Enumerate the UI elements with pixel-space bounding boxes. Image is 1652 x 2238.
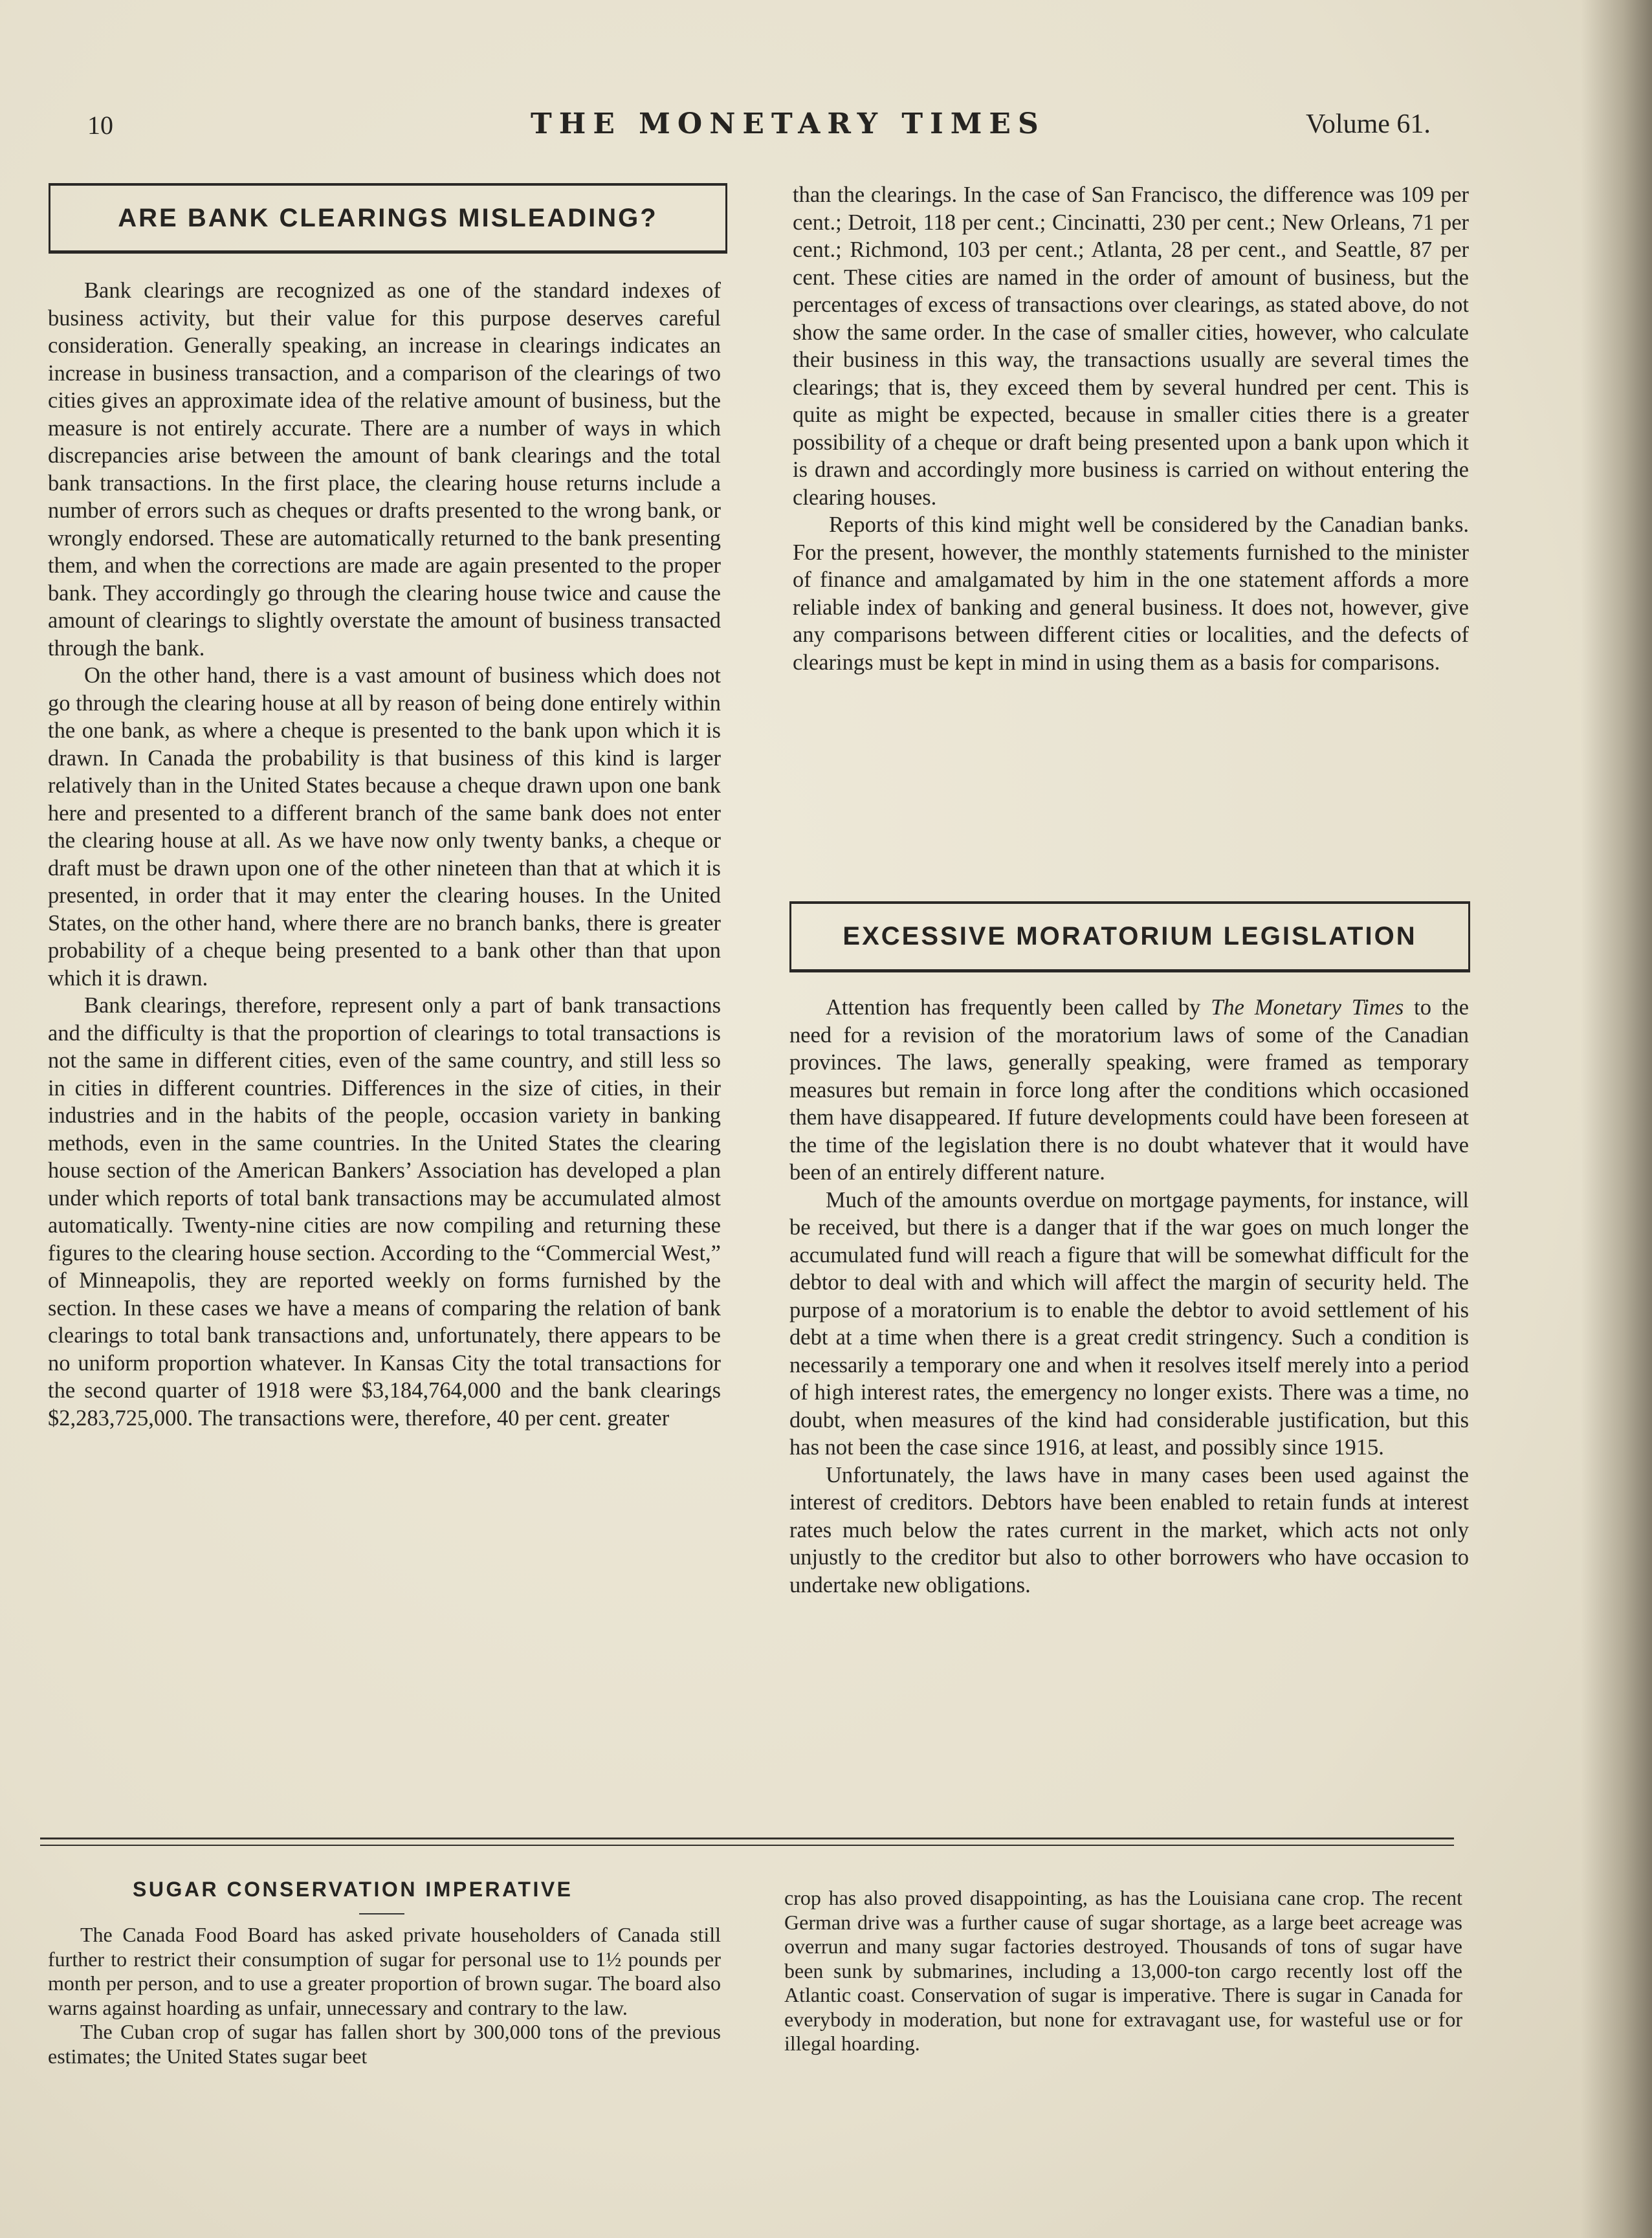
section-divider-rule-top [40,1838,1454,1839]
volume-label: Volume 61. [1306,109,1431,139]
article-column-bank-clearings-2 [793,181,1469,676]
article-heading-box-bank-clearings [49,183,727,254]
paragraph: crop has also proved disappointing, as has the Louisiana cane crop. The recent German drive was a further cause of sugar shortage, as a large beet acreage was overrun and many sugar factories destroyed. Thousands of tons of sugar have been sunk by submarines, including a 13,000-ton cargo recently lost off the Atlantic coast. Conservation of sugar is imperative. There is sugar in Canada for everybody in moderation, but none for extravagant use, for wasteful use or for illegal hoarding. [784,1886,1462,2055]
page-header [0,104,1652,149]
article-heading-box-moratorium [789,901,1470,972]
journal-title: THE MONETARY TIMES [531,107,1046,140]
paragraph: The Canada Food Board has asked private householders of Canada still further to restrict their consumption of sugar for personal use to 1½ pounds per month per person, and to use a greater proportion of brown sugar. The board also warns against hoarding as unfair, unnecessary and contrary to the law. [48,1923,721,2019]
paragraph-rest: to the need for a revision of the moratorium laws of some of the Canadian provinces. The laws, generally speaking, were framed as temporary measures but remain in force long after the conditions which occasioned them have disappeared. If future developments could have been foreseen at the time of the legislation there is no doubt whatever that it would have been of an entirely different nature. [789,995,1469,1185]
page-edge-shadow [1581,0,1652,2238]
paragraph: Reports of this kind might well be considered by the Canadian banks. For the present, however, the monthly statements furnished to the minister of finance and amalgamated by him in the one statement affords a more reliable index of banking and general business. It does not, however, give any comparisons between different cities or localities, and the defects of clearings must be kept in mind in using them as a basis for comparisons. [793,512,1469,675]
article-heading-moratorium: EXCESSIVE MORATORIUM LEGISLATION [843,922,1417,950]
article-column-bank-clearings-1 [48,277,721,1432]
paragraph: On the other hand, there is a vast amount of business which does not go through the clearing house at all by reason of being done entirely within the one bank, as where a cheque is presented to the bank upon which it is drawn. In Canada the probability is that business of this kind is larger relatively than in the United States because a cheque drawn upon one bank here and presented to a different branch of the same bank does not enter the clearing house at all. As we have now only twenty banks, a cheque or draft must be drawn upon one of the other nineteen than that at which it is presented, in order that it may enter the clearing houses. In the United States, on the other hand, where there are no branch banks, there is greater probability of a cheque being presented to a bank other than that upon which it is drawn. [48,663,721,991]
article-heading-bank-clearings: ARE BANK CLEARINGS MISLEADING? [118,203,658,232]
paragraph [789,994,1469,1187]
paragraph: Much of the amounts overdue on mortgage payments, for instance, will be received, but there is a danger that if the war goes on much longer the accumulated fund will reach a figure that will be somewhat difficult for the debtor to deal with and which will affect the margin of security held. The purpose of a moratorium is to enable the debtor to avoid settlement of his debt at a time when there is a great credit stringency. Such a condition is necessarily a temporary one and when it resolves itself merely into a period of high interest rates, the emergency no longer exists. There was a time, no doubt, when measures of the kind had considerable justification, but this has not been the case since 1916, at least, and possibly since 1915. [789,1187,1469,1460]
page-number: 10 [87,111,113,140]
article-column-moratorium [789,994,1469,1599]
section-divider-rule-bottom [40,1845,1454,1846]
journal-name-italic: The Monetary Times [1211,995,1404,1020]
heading-divider [359,1913,404,1914]
paragraph: Bank clearings are recognized as one of the standard indexes of business activity, but their value for this purpose deserves careful consideration. Generally speaking, an increase in clearings indicates an increase in business transaction, and a comparison of the clearings of two cities gives an approximate idea of the relative amount of business, but the measure is not entirely accurate. There are a number of ways in which discrepancies arise between the amount of bank clearings and the total bank transactions. In the first place, the clearing house returns include a number of errors such as cheques or drafts presented to the wrong bank, or wrongly endorsed. These are automatically returned to the bank presenting them, and when the corrections are made are again presented to the proper bank. They accordingly go through the clearing house twice and cause the amount of clearings to slightly overstate the amount of business transacted through the bank. [48,278,721,661]
paragraph: than the clearings. In the case of San Francisco, the difference was 109 per cent.; Detroit, 118 per cent.; Cincinatti, 230 per cent.; New Orleans, 71 per cent.; Richmond, 103 per cent.; Atlanta, 28 per cent., and Seattle, 87 per cent. These cities are named in the order of amount of business, but the percentages of excess of transactions over clearings, as stated above, do not show the same order. In the case of smaller cities, however, who calculate their business in this way, the transactions usually are several times the clearings; that is, they exceed them by several hundred per cent. This is quite as might be expected, because in smaller cities there is a greater possibility of a cheque or draft being presented upon a bank upon which it is drawn and accordingly more business is carried on without entering the clearing houses. [793,182,1469,510]
article-heading-sugar: SUGAR CONSERVATION IMPERATIVE [133,1878,573,1901]
paragraph: Bank clearings, therefore, represent only a part of bank transactions and the difficulty is that the proportion of clearings to total transactions is not the same in different cities, even of the same country, and still less so in cities in different countries. Differences in the size of cities, in their industries and in the habits of the people, occasion variety in banking methods, even in the same countries. In the United States the clearing house section of the American Bankers’ Association has developed a plan under which reports of total bank transactions may be accumulated almost automatically. Twenty-nine cities are now compiling and returning these figures to the clearing house section. According to the “Commercial West,” of Minneapolis, they are reported weekly on forms furnished by the section. In these cases we have a means of comparing the relation of bank clearings to total bank transactions and, unfortunately, there appears to be no uniform proportion whatever. In Kansas City the total transactions for the second quarter of 1918 were $3,184,764,000 and the bank clearings $2,283,725,000. The transactions were, therefore, 40 per cent. greater [48,993,721,1431]
paragraph: The Cuban crop of sugar has fallen short by 300,000 tons of the previous estimates; the United States sugar beet [48,2020,721,2068]
article-column-sugar-2 [784,1886,1462,2056]
paragraph-lead: Attention has frequently been called by [826,995,1211,1020]
article-column-sugar-1 [48,1923,721,2068]
paragraph: Unfortunately, the laws have in many cases been used against the interest of creditors. Debtors have been enabled to retain funds at interest rates much below the rates current in the market, which acts not only unjustly to the creditor but also to other borrowers who have occasion to undertake new obligations. [789,1462,1469,1597]
